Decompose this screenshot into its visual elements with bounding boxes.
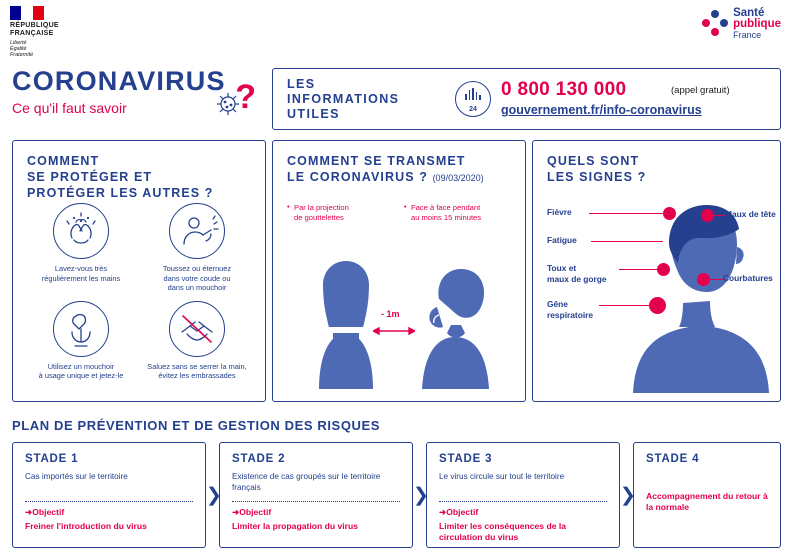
symptom-dot-toux: [657, 263, 670, 276]
plan-stage-1: [12, 442, 206, 548]
transmission-bullet: • Face à face pendant au moins 15 minutes: [404, 203, 511, 223]
symptom-leader-line: [599, 305, 651, 306]
panel-transmission-date: (09/03/2020): [432, 173, 484, 183]
government-url-link[interactable]: gouvernement.fr/info-coronavirus: [501, 103, 702, 117]
stage-name: STADE 4: [646, 453, 700, 465]
hotline-phone-number: 0 800 130 000: [501, 79, 627, 100]
sante-publique-france-logo: [702, 8, 781, 41]
symptom-label-fievre: Fièvre: [547, 207, 572, 217]
hotline-24h-icon: [455, 81, 491, 117]
distance-label: - 1m: [381, 309, 400, 319]
stage-divider: [25, 501, 193, 502]
stage-objective-label: ➜Objectif: [232, 507, 272, 517]
panel-transmission-title: COMMENT SE TRANSMET LE CORONAVIRUS ? (09/03/2020): [287, 154, 484, 184]
person-right-illustration: [422, 269, 489, 389]
protection-item-caption: Saluez sans se serrer la main, évitez les embrassades: [147, 361, 247, 380]
poster-title-block: [12, 66, 264, 128]
panel-symptoms: [532, 140, 781, 402]
handwash-icon: [53, 203, 109, 259]
symptom-leader-line: [589, 213, 667, 214]
stage-divider: [439, 501, 607, 502]
symptom-label-courbatures: Courbatures: [723, 273, 773, 283]
stage-description: Cas importés sur le territoire: [25, 472, 128, 481]
tissue-icon: [53, 301, 109, 357]
protection-item-no-handshake: [139, 301, 255, 381]
plan-stage-4: [633, 442, 781, 548]
stage-description: Existence de cas groupés sur le territoire français: [232, 472, 381, 492]
symptom-label-gene: Gêne respiratoire: [547, 299, 594, 320]
hotline-free-note: (appel gratuit): [671, 85, 730, 96]
symptom-leader-line: [591, 241, 663, 242]
stage-name: STADE 1: [25, 453, 79, 465]
stage-objective-label: ➜Objectif: [439, 507, 479, 517]
page-subtitle: Ce qu'il faut savoir: [12, 100, 127, 116]
spf-dots-icon: [702, 10, 728, 36]
symptom-leader-line: [619, 269, 659, 270]
virus-question-mark-icon: [212, 78, 258, 124]
stage-goal: Limiter la propagation du virus: [232, 521, 359, 531]
plan-chevron-icon: ❯: [413, 485, 429, 506]
panel-symptoms-title: QUELS SONT LES SIGNES ?: [547, 154, 647, 184]
page-title: CORONAVIRUS: [12, 66, 226, 96]
protection-item-caption: Lavez-vous très régulièrement les mains: [41, 264, 121, 283]
question-mark-glyph: ?: [235, 78, 256, 116]
spf-wordmark: Santé publique France: [733, 7, 781, 40]
symptom-label-toux: Toux et maux de gorge: [547, 263, 607, 284]
stage-goal: Limiter les conséquences de la circulation du virus: [439, 521, 567, 542]
no-handshake-icon: [169, 301, 225, 357]
stage-objective-label: ➜Objectif: [25, 507, 65, 517]
stage-name: STADE 2: [232, 453, 286, 465]
republique-label: RÉPUBLIQUE FRANÇAISE: [10, 22, 59, 37]
stage-goal: Freiner l'introduction du virus: [25, 521, 147, 531]
stage-goal: Accompagnement du retour à la normale: [646, 491, 768, 512]
stage-name: STADE 3: [439, 453, 493, 465]
protection-item-cough-elbow: [139, 203, 255, 293]
stage-description: Le virus circule sur tout le territoire: [439, 472, 565, 481]
protection-item-caption: Toussez ou éternuez dans votre coude ou dans un mouchoir: [162, 264, 232, 292]
plan-stage-2: [219, 442, 413, 548]
symptom-dot-fievre: [663, 207, 676, 220]
person-left-illustration: [319, 261, 373, 389]
symptom-body-illustration: [625, 193, 775, 393]
distance-arrow-icon: [373, 323, 415, 333]
panel-how-transmitted: [272, 140, 526, 402]
plan-stage-3: [426, 442, 620, 548]
republique-francaise-logo: [10, 6, 90, 58]
transmission-bullet-list: [287, 203, 511, 223]
protection-pictogram-grid: [23, 203, 255, 389]
symptom-leader-line: [711, 215, 725, 216]
protection-item-caption: Utilisez un mouchoir à usage unique et jetez-le: [38, 361, 124, 380]
page-header: [0, 0, 791, 62]
symptom-dot-gene: [649, 297, 666, 314]
plan-chevron-icon: ❯: [206, 485, 222, 506]
sound-bars-icon: [465, 88, 481, 100]
stage-divider: [232, 501, 400, 502]
protection-item-tissue: [23, 301, 139, 381]
info-utiles-label: LES INFORMATIONS UTILES: [287, 77, 400, 121]
devise-label: Liberté Égalité Fraternité: [10, 40, 34, 58]
protection-item-handwash: [23, 203, 139, 293]
transmission-bullet: • Par la projection de gouttelettes: [287, 203, 394, 223]
symptom-label-fatigue: Fatigue: [547, 235, 577, 245]
plan-chevron-icon: ❯: [620, 485, 636, 506]
symptom-label-maux-de-tete: Maux de tête: [725, 209, 776, 219]
panel-how-to-protect: [12, 140, 266, 402]
cough-elbow-icon: [169, 203, 225, 259]
french-flag-icon: [10, 6, 44, 20]
panel-protect-title: COMMENT SE PROTÉGER ET PROTÉGER LES AUTRES ?: [27, 154, 214, 200]
info-utiles-box: [272, 68, 781, 130]
plan-section-title: PLAN DE PRÉVENTION ET DE GESTION DES RISQUES: [12, 418, 381, 433]
hotline-hours-label: 24: [469, 106, 477, 113]
